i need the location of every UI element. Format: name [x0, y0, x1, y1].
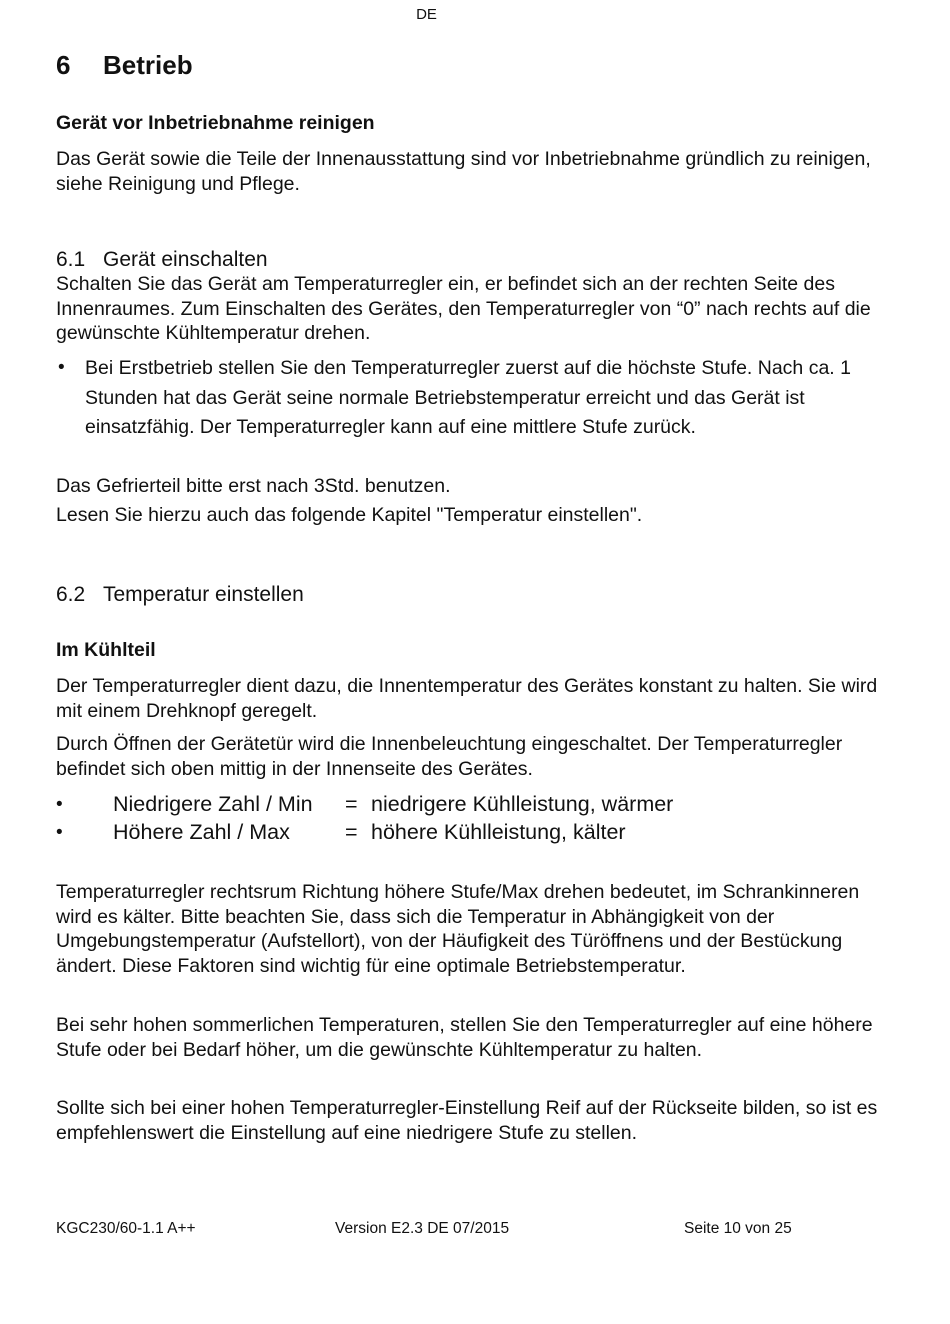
mode-effect-max: höhere Kühlleistung, kälter — [371, 820, 626, 844]
mode-effect-min: niedrigere Kühlleistung, wärmer — [371, 792, 674, 816]
header-language: DE — [416, 6, 437, 23]
mode-equals-max: = — [345, 820, 358, 844]
section-6-1-bullet: Bei Erstbetrieb stellen Sie den Temperaturregler zuerst auf die höchste Stufe. Nach ca. 1 Stunden hat das Gerät seine normale Betriebstemperatur erreicht und das Gerät ist einsatzfähig. Der Temperaturregler kann auf eine mittlere Stufe zurück. — [85, 357, 851, 438]
footer-page-number: Seite 10 von 25 — [684, 1220, 792, 1237]
mode-setting-max: Höhere Zahl / Max — [113, 820, 290, 844]
bullet-dot: • — [56, 794, 63, 815]
footer-model: KGC230/60-1.1 A++ — [56, 1220, 196, 1237]
section-6-1-note-1: Das Gefrierteil bitte erst nach 3Std. benutzen. — [56, 475, 451, 497]
section-6-2-para-1: Der Temperaturregler dient dazu, die Innentemperatur des Gerätes konstant zu halten. Sie wird mit einem Drehknopf geregelt. — [56, 675, 878, 722]
section-6-1-note-2: Lesen Sie hierzu auch das folgende Kapitel "Temperatur einstellen". — [56, 504, 643, 526]
chapter-title: Betrieb — [103, 50, 193, 80]
section-6-2-title: Temperatur einstellen — [103, 583, 304, 606]
section-6-2-subheading: Im Kühlteil — [56, 639, 156, 661]
chapter-number: 6 — [56, 50, 71, 80]
mode-equals-min: = — [345, 792, 358, 816]
section-6-1-number: 6.1 — [56, 248, 86, 271]
section-6-2-para-4: Bei sehr hohen sommerlichen Temperaturen, stellen Sie den Temperaturregler auf eine höhere Stufe oder bei Bedarf höher, um die gewünschte Kühltemperatur zu halten. — [56, 1014, 873, 1061]
cleaning-text: Das Gerät sowie die Teile der Innenausstattung sind vor Inbetriebnahme gründlich zu reinigen, siehe Reinigung und Pflege. — [56, 148, 871, 195]
section-6-2-para-5: Sollte sich bei einer hohen Temperaturregler-Einstellung Reif auf der Rückseite bilden, so ist es empfehlenswert die Einstellung auf eine niedrigere Stufe zu stellen. — [56, 1097, 878, 1144]
mode-setting-min: Niedrigere Zahl / Min — [113, 792, 313, 816]
section-6-2-para-3: Temperaturregler rechtsrum Richtung höhere Stufe/Max drehen bedeutet, im Schrankinneren wird es kälter. Bitte beachten Sie, dass sich die Temperatur in Abhängigkeit von der Umgebungstemperatur (Aufstellort), von der Häufigkeit des Türöffnens und der Bestückung ändert. Diese Faktoren sind wichtig für eine optimale Betriebstemperatur. — [56, 881, 860, 977]
section-6-2-para-2: Durch Öffnen der Gerätetür wird die Innenbeleuchtung eingeschaltet. Der Temperaturregler befindet sich oben mittig in der Innenseite des Gerätes. — [56, 733, 843, 780]
section-6-1-text: Schalten Sie das Gerät am Temperaturregler ein, er befindet sich an der rechten Seite des Innenraumes. Zum Einschalten des Gerätes, den Temperaturregler von “0” nach rechts auf die gewünschte Kühltemperatur drehen. — [56, 273, 871, 344]
section-6-1-title: Gerät einschalten — [103, 248, 268, 271]
footer-version: Version E2.3 DE 07/2015 — [335, 1220, 510, 1237]
bullet-dot: • — [58, 357, 65, 378]
bullet-dot: • — [56, 822, 63, 843]
cleaning-heading: Gerät vor Inbetriebnahme reinigen — [56, 112, 375, 134]
section-6-2-number: 6.2 — [56, 583, 86, 606]
